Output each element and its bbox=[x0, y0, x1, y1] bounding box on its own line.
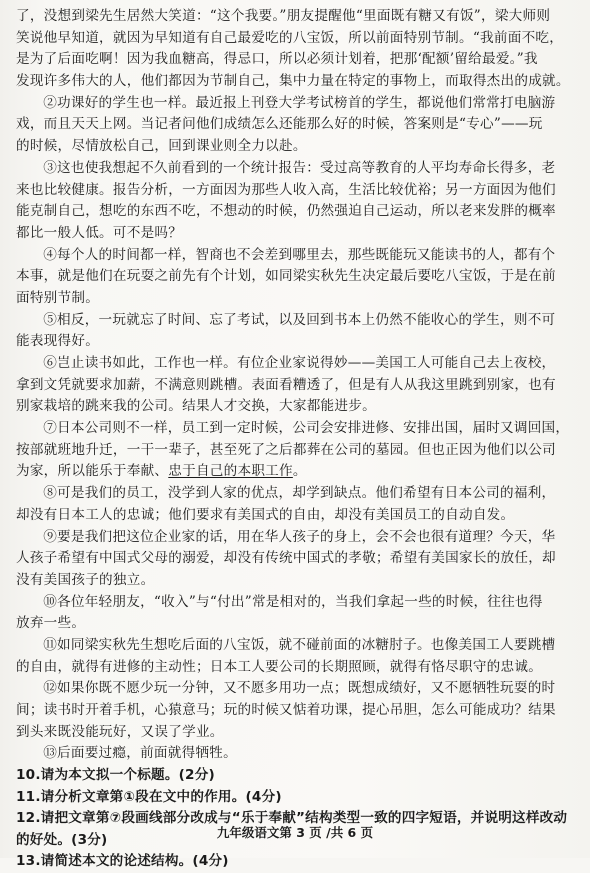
passage-text: ⑪如同梁实秋先生想吃后面的八宝饭，就不碰前面的冰糖肘子。也像美国工人要跳槽 bbox=[43, 636, 556, 653]
passage-line bbox=[16, 722, 578, 744]
passage-text: ⑩各位年轻朋友，“收入”与“付出”常是相对的，当我们拿起一些的时候，往往也得 bbox=[43, 593, 543, 610]
passage-text: 本事，就是他们在玩耍之前先有个计划，如同梁实秋先生决定最后要吃八宝饭，于是在前 bbox=[16, 268, 556, 285]
passage-line bbox=[16, 245, 578, 267]
passage-line bbox=[16, 288, 578, 310]
passage-text: ④每个人的时间都一样，智商也不会差到哪里去，那些既能玩又能读书的人，都有个 bbox=[43, 246, 556, 263]
passage-line bbox=[16, 114, 578, 136]
passage-text: ⑤相反，一玩就忘了时间、忘了考试，以及回到书本上仍然不能收心的学生，则不可 bbox=[43, 311, 556, 328]
passage-line bbox=[16, 201, 578, 223]
passage-text: ⑧可是我们的员工，没学到人家的优点，却学到缺点。他们希望有日本公司的福利， bbox=[43, 485, 556, 502]
passage-line bbox=[16, 657, 578, 679]
passage-text: ③这也使我想起不久前看到的一个统计报告：受过高等教育的人平均寿命长得多，老 bbox=[43, 159, 556, 176]
passage-line bbox=[16, 49, 578, 71]
passage-line bbox=[16, 613, 578, 635]
passage-text: 放弃一些。 bbox=[16, 615, 86, 632]
passage-text: ⑫如果你既不愿少玩一分钟，又不愿多用功一点；既想成绩好，又不愿牺牲玩耍的时 bbox=[43, 680, 556, 697]
passage-line bbox=[16, 310, 578, 332]
passage-line bbox=[16, 635, 578, 657]
passage-line bbox=[16, 592, 578, 614]
passage-text: 的自由，就得有进修的主动性；日本工人要公司的长期照顾，就得有恪尽职守的忠诚。 bbox=[16, 658, 543, 675]
passage-text: 的时候，尽情放松自己，回到课业则全力以赴。 bbox=[16, 138, 307, 155]
passage-text: 为家，所以能乐于奉献、 bbox=[16, 463, 169, 480]
passage-line bbox=[16, 71, 578, 93]
passage-text: 来也比较健康。报告分析，一方面因为那些人收入高，生活比较优裕；另一方面因为他们 bbox=[16, 181, 556, 198]
passage-text: 能表现得好。 bbox=[16, 333, 100, 350]
passage-line bbox=[16, 266, 578, 288]
passage-text: 发现许多伟大的人，他们都因为节制自己，集中力量在特定的事物上，而取得杰出的成就。 bbox=[16, 73, 570, 90]
passage-line bbox=[16, 678, 578, 700]
passage-text: 能克制自己，想吃的东西不吃，不想动的时候，仍然强迫自己运动，所以老来发胖的概率 bbox=[16, 203, 556, 220]
passage-line bbox=[16, 353, 578, 375]
passage-line bbox=[16, 440, 578, 462]
passage-line bbox=[16, 743, 578, 765]
passage-text: 戏，而且天天上网。当记者问他们成绩怎么还能那么好的时候，答案则是“专心”——玩 bbox=[16, 116, 543, 133]
passage-text: ⑥岂止读书如此，工作也一样。有位企业家说得妙——美国工人可能自己去上夜校， bbox=[43, 355, 556, 371]
text-column bbox=[16, 6, 578, 873]
passage-text: 没有美国孩子的独立。 bbox=[16, 571, 155, 588]
passage-text: 了，没想到梁先生居然大笑道：“这个我要。”朋友提醒他“里面既有糖又有饭”，梁大师则 bbox=[16, 8, 551, 24]
passage bbox=[16, 6, 578, 765]
passage-line bbox=[16, 28, 578, 50]
passage-text: 人孩子希望有中国式父母的溺爱，却没有传统中国式的孝敬；希望有美国家长的放任，却 bbox=[16, 550, 556, 567]
passage-text: 按部就班地升迁，一干一辈子，甚至死了之后都葬在公司的墓园。但也正因为他们以公司 bbox=[16, 441, 556, 458]
passage-line bbox=[16, 483, 578, 505]
passage-text: 拿到文凭就要求加薪，不满意则跳槽。表面看糟透了，但是有人从我这里跳到别家，也有 bbox=[16, 376, 556, 393]
passage-line bbox=[16, 158, 578, 180]
question-10: 10.请为本文拟一个标题。(2分) bbox=[16, 767, 215, 784]
passage-text: ②功课好的学生也一样。最近报上刊登大学考试榜首的学生，都说他们常常打电脑游 bbox=[43, 94, 556, 111]
passage-line bbox=[16, 548, 578, 570]
passage-line bbox=[16, 331, 578, 353]
passage-line bbox=[16, 6, 578, 28]
passage-text: ⑬后面要过瘾，前面就得牺牲。 bbox=[43, 745, 237, 762]
passage-line bbox=[16, 700, 578, 722]
passage-text: 笑说他早知道，就因为早知道有自己最爱吃的八宝饭，所以前面特别节制。“我前面不吃， bbox=[16, 29, 564, 46]
passage-text: 。 bbox=[292, 463, 307, 480]
passage-line bbox=[16, 136, 578, 158]
passage-line bbox=[16, 505, 578, 527]
passage-line bbox=[16, 375, 578, 397]
passage-text: ⑦日本公司则不一样，员工到一定时候，公司会安排进修、安排出国，届时又调回国， bbox=[43, 420, 570, 437]
passage-text: ⑨要是我们把这位企业家的话，用在华人孩子的身上，会不会也很有道理？今天，华 bbox=[43, 528, 556, 545]
passage-line bbox=[16, 180, 578, 202]
passage-line bbox=[16, 461, 578, 483]
passage-text: 到头来既没能玩好，又误了学业。 bbox=[16, 723, 224, 740]
passage-line bbox=[16, 527, 578, 549]
passage-text: 都比一般人低。可不是吗？ bbox=[16, 224, 183, 241]
question-12-cont: 的好处。(3分) bbox=[16, 831, 108, 848]
questions bbox=[16, 765, 578, 873]
passage-text: 别家栽培的跳来我的公司。结果人才交换，大家都能进步。 bbox=[16, 398, 376, 415]
passage-line bbox=[16, 93, 578, 115]
passage-line bbox=[16, 223, 578, 245]
page-footer: 九年级语文第 3 页 /共 6 页 bbox=[216, 825, 374, 840]
passage-text: 却没有日本工人的忠诚；他们要求有美国式的自由，却没有美国员工的自动自发。 bbox=[16, 506, 515, 523]
question-12: 12.请把文章第⑦段画线部分改成与“乐于奉献”结构类型一致的四字短语，并说明这样改动 bbox=[16, 810, 568, 827]
underlined-phrase: 忠于自己的本职工作 bbox=[168, 463, 293, 480]
question-13: 13.请简述本文的论述结构。(4分) bbox=[16, 853, 229, 870]
passage-text: 面特别节制。 bbox=[16, 289, 100, 306]
passage-line bbox=[16, 418, 578, 440]
passage-text: 是为了后面吃啊！因为我血糖高，得忌口，所以必须计划着，把那‘配额’留给最爱。”我 bbox=[16, 51, 538, 68]
passage-text: 间；读书时开着手机，心猿意马；玩的时候又惦着功课，提心吊胆，怎么可能成功？结果 bbox=[16, 702, 556, 718]
question-11: 11.请分析文章第①段在文中的作用。(4分) bbox=[16, 788, 282, 805]
passage-line bbox=[16, 396, 578, 418]
passage-line bbox=[16, 570, 578, 592]
